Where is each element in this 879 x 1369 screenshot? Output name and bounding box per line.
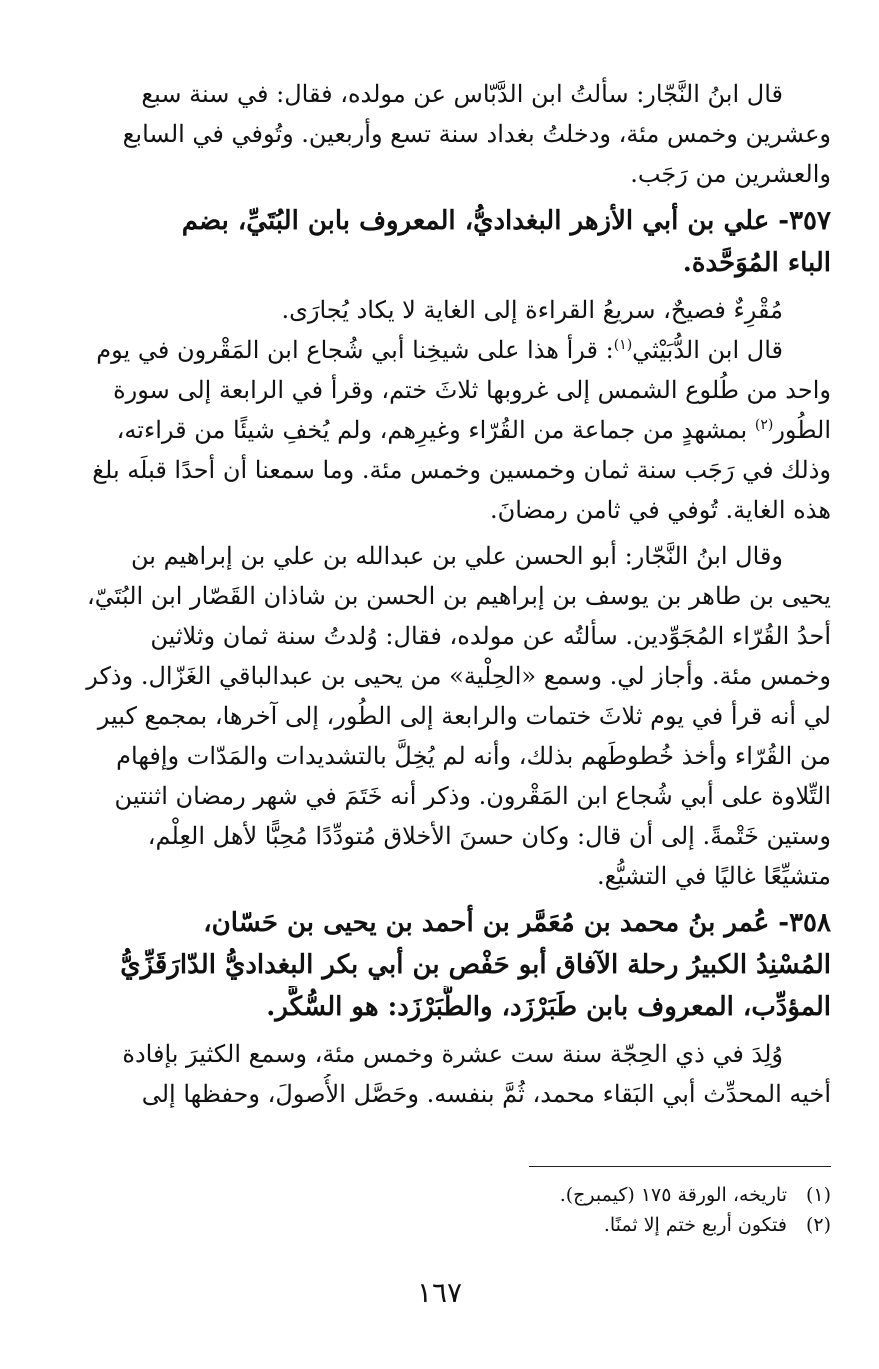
entry-357-heading — [48, 200, 831, 284]
text-line: وستين خَتْمةً. إلى أن قال: وكان حسنَ الأخلاق مُتودِّدًا مُحِبًّا لأهل العِلْم، — [147, 822, 831, 850]
footnote-number: (١) — [805, 1184, 831, 1206]
text-line: متشيِّعًا غاليًا في التشيُّع. — [596, 862, 831, 890]
text-line: وُلِدَ في ذي الحِجّة سنة ست عشرة وخمس مئة، وسمع الكثيرَ بإفادة — [122, 1040, 783, 1068]
text-line: التِّلاوة على أبي شُجاع ابن المَقْرون. وذكر أنه خَتَمَ في شهر رمضان اثنتين — [114, 782, 831, 810]
text-line: وخمس مئة. وأجاز لي. وسمع «الحِلْية» من يحيى بن عبدالباقي الغَزّال. وذكر — [86, 662, 831, 690]
text-line: يحيى بن طاهر بن يوسف بن إبراهيم بن الحسن بن شاذان القَصّار ابن البُتَيّ، — [86, 582, 831, 610]
text-line: من القُرّاء وأخذ خُطوطَهم بذلك، وأنه لم يُخِلَّ بالتشديدات والمَدّات وإفهام — [116, 742, 831, 770]
footnote-2 — [48, 1210, 831, 1240]
footnote-divider — [529, 1166, 831, 1167]
footnote-text: فتكون أربع ختم إلا ثمنًا. — [603, 1214, 787, 1236]
footnote-text: تاريخه، الورقة ١٧٥ (كيمبرج). — [559, 1184, 787, 1206]
text-segment: الطُور — [773, 416, 831, 444]
footnote-number: (٢) — [805, 1214, 831, 1236]
entry-357-para-2 — [48, 330, 831, 530]
footnote-1 — [48, 1180, 831, 1210]
text-line: واحد من طُلوع الشمس إلى غروبها ثلاثَ ختم، وقرأ في الرابعة إلى سورة — [113, 376, 831, 404]
entry-358-para — [48, 1034, 831, 1114]
text-segment: قال ابن الدُّبَيْثي — [632, 336, 783, 364]
text-line — [48, 330, 831, 370]
page-number: ١٦٧ — [416, 1276, 463, 1309]
text-line: أحدُ القُرّاء المُجَوِّدين. سألتُه عن مولده، فقال: وُلدتُ سنة ثمان وثلاثين — [150, 622, 831, 650]
entry-357-para-3 — [48, 536, 831, 896]
text-line: وقال ابنُ النَّجّار: أبو الحسن علي بن عبدالله بن علي بن إبراهيم بن — [131, 542, 783, 570]
text-segment: : قرأ هذا على شيخِنا أبي شُجاع ابن المَقْرون في يوم — [96, 336, 614, 364]
heading-line: المؤدِّب، المعروف بابن طَبَرْزَد، والطَّبَرْزَد: هو السُّكَّر. — [266, 992, 831, 1022]
text-line: وعشرين وخمس مئة، ودخلتُ بغداد سنة تسع وأربعين. وتُوفي في السابع — [122, 120, 831, 148]
text-line — [48, 410, 831, 450]
heading-line: المُسْنِدُ الكبيرُ رحلة الآفاق أبو حَفْص بن أبي بكر البغداديُّ الدّارَقَزِّيُّ — [120, 950, 831, 980]
text-line: وذلك في رَجَب سنة ثمان وخمسين وخمس مئة. وما سمعنا أن أحدًا قبلَه بلغ — [92, 456, 831, 484]
entry-357-para-1 — [48, 290, 831, 330]
text-line: هذه الغاية. تُوفي في ثامن رمضانَ. — [490, 496, 831, 524]
text-line: لي أنه قرأ في يوم ثلاثَ ختمات والرابعة إلى الطُور، إلى آخرها، بمجمع كبير — [97, 702, 831, 730]
heading-line: الباء المُوَحَّدة. — [682, 248, 831, 278]
footnote-marker-2[interactable]: (٢) — [754, 417, 774, 433]
text-line: قال ابنُ النَّجّار: سألتُ ابن الدَّبّاس عن مولده، فقال: في سنة سبع — [141, 80, 783, 108]
text-line: مُقْرِءٌ فصيحٌ، سريعُ القراءة إلى الغاية لا يكاد يُجارَى. — [281, 296, 783, 324]
heading-line: ٣٥٨- عُمر بنُ محمد بن مُعَمَّر بن أحمد بن يحيى بن حَسّان، — [203, 908, 831, 938]
entry-358-heading — [48, 902, 831, 1028]
entry-356-tail — [48, 74, 831, 194]
text-line: أخيه المحدِّث أبي البَقاء محمد، ثُمَّ بنفسه. وحَصَّل الأُصولَ، وحفظها إلى — [141, 1080, 831, 1108]
text-line: والعشرين من رَجَب. — [630, 160, 831, 188]
footnote-marker-1[interactable]: (١) — [613, 337, 633, 353]
footnotes — [48, 1180, 831, 1240]
heading-line: ٣٥٧- علي بن أبي الأزهر البغداديُّ، المعروف بابن البُتَيِّ، بضم — [181, 206, 831, 236]
text-segment: بمشهدٍ من جماعة من القُرّاء وغيرِهم، ولم يُخفِ شيئًا من قراءته، — [116, 416, 748, 444]
